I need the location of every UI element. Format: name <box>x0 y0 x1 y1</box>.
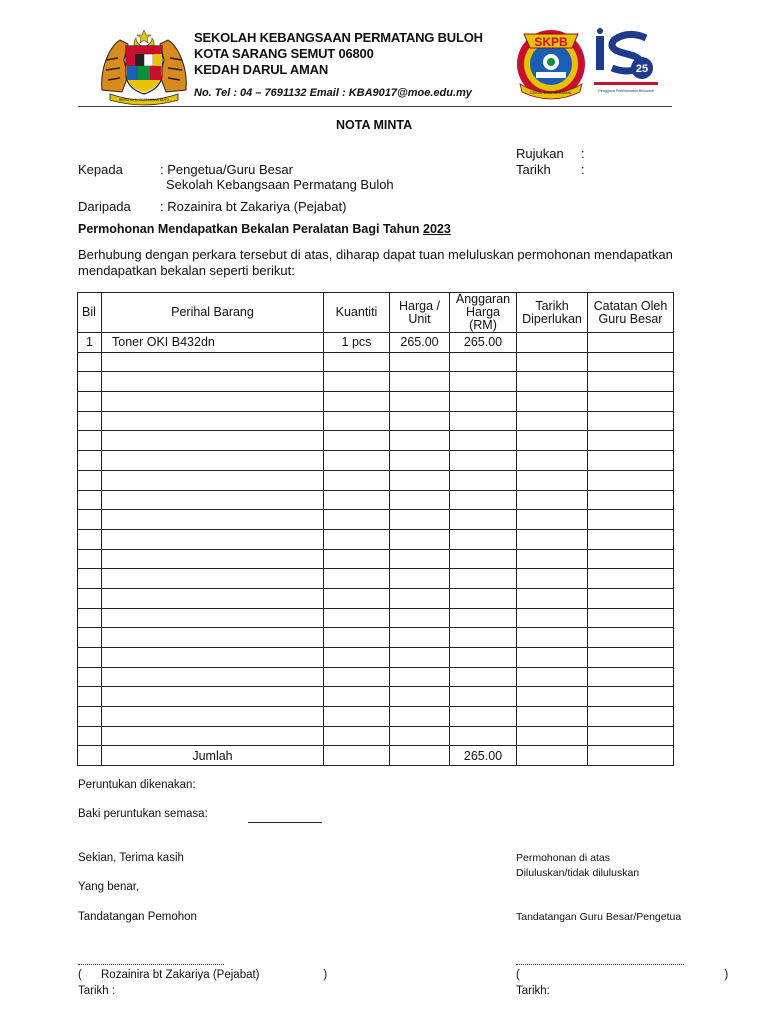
table-cell-tarikh-diperlukan <box>517 490 588 510</box>
skpb-logo-text: SKPB <box>534 35 568 49</box>
table-cell-tarikh-diperlukan <box>517 726 588 746</box>
table-cell-harga-unit <box>390 628 450 648</box>
table-cell-bil <box>78 687 102 707</box>
table-cell-perihal-barang <box>102 529 324 549</box>
tarikh-label: Tarikh <box>516 162 551 177</box>
memo-title: NOTA MINTA <box>336 118 413 132</box>
table-cell-perihal-barang <box>102 431 324 451</box>
rujukan-colon: : <box>581 146 585 161</box>
table-cell-perihal-barang <box>102 549 324 569</box>
baki-blank-line[interactable] <box>248 822 322 823</box>
table-cell-catatan-guru-besar <box>588 411 674 431</box>
table-row <box>78 490 674 510</box>
table-cell-kuantiti <box>324 431 390 451</box>
table-cell-tarikh-diperlukan <box>517 648 588 668</box>
table-row <box>78 549 674 569</box>
table-cell-anggaran-harga <box>450 372 517 392</box>
table-cell-anggaran-harga <box>450 549 517 569</box>
table-cell-catatan-guru-besar <box>588 431 674 451</box>
table-cell-kuantiti <box>324 588 390 608</box>
table-cell-tarikh-diperlukan <box>517 549 588 569</box>
coat-of-arms-ribbon-text: BERSEKUTU BERTAMBAH MUTU <box>118 98 170 102</box>
table-cell-perihal-barang <box>102 667 324 687</box>
school-contact: No. Tel : 04 – 7691132 Email : KBA9017@moe.edu.my <box>194 87 472 99</box>
table-cell-tarikh-diperlukan <box>517 510 588 530</box>
table-cell-kuantiti <box>324 529 390 549</box>
column-header-catatan-guru-besar: Catatan Oleh Guru Besar <box>588 293 674 333</box>
school-state: KEDAH DARUL AMAN <box>194 62 329 77</box>
table-row <box>78 411 674 431</box>
table-cell-kuantiti <box>324 648 390 668</box>
table-cell-bil <box>78 372 102 392</box>
table-cell-anggaran-harga <box>450 569 517 589</box>
table-row <box>78 352 674 372</box>
table-cell-anggaran-harga <box>450 648 517 668</box>
column-header-perihal-barang: Perihal Barang <box>102 293 324 333</box>
table-cell-bil <box>78 667 102 687</box>
table-row <box>78 648 674 668</box>
table-cell-perihal-barang <box>102 648 324 668</box>
column-header-tarikh-diperlukan: Tarikh Diperlukan <box>517 293 588 333</box>
table-cell-tarikh-diperlukan <box>517 588 588 608</box>
table-cell-tarikh-diperlukan <box>517 608 588 628</box>
table-cell-kuantiti <box>324 726 390 746</box>
memo-body-line-2: mendapatkan bekalan seperti berikut: <box>78 263 295 278</box>
table-cell-anggaran-harga <box>450 588 517 608</box>
closing-text: Sekian, Terima kasih <box>78 852 184 864</box>
table-cell-anggaran-harga <box>450 510 517 530</box>
items-table <box>77 292 674 766</box>
subject-text: Permohonan Mendapatkan Bekalan Peralatan Bagi Tahun <box>78 222 423 236</box>
table-cell <box>78 746 102 766</box>
table-cell-catatan-guru-besar <box>588 608 674 628</box>
table-cell-anggaran-harga <box>450 628 517 648</box>
table-cell-perihal-barang <box>102 569 324 589</box>
table-cell-anggaran-harga <box>450 687 517 707</box>
table-cell-tarikh-diperlukan <box>517 687 588 707</box>
table-cell-anggaran-harga <box>450 411 517 431</box>
table-row <box>78 431 674 451</box>
table-cell-perihal-barang <box>102 392 324 412</box>
table-cell-catatan-guru-besar <box>588 392 674 412</box>
column-header-harga-unit: Harga / Unit <box>390 293 450 333</box>
daripada-label: Daripada <box>78 199 131 214</box>
table-cell-anggaran-harga <box>450 490 517 510</box>
table-cell-harga-unit <box>390 470 450 490</box>
table-cell-tarikh-diperlukan <box>517 372 588 392</box>
table-header-row <box>78 293 674 333</box>
table-cell-harga-unit <box>390 687 450 707</box>
table-cell-anggaran-harga <box>450 352 517 372</box>
kepada-label: Kepada <box>78 162 123 177</box>
table-cell-perihal-barang <box>102 707 324 727</box>
table-cell-tarikh-diperlukan <box>517 451 588 471</box>
table-row <box>78 451 674 471</box>
table-cell <box>390 746 450 766</box>
table-cell-harga-unit: 265.00 <box>390 333 450 353</box>
table-cell-kuantiti <box>324 392 390 412</box>
table-cell-catatan-guru-besar <box>588 648 674 668</box>
table-cell <box>588 746 674 766</box>
table-cell-kuantiti <box>324 352 390 372</box>
table-cell-kuantiti <box>324 411 390 431</box>
table-cell-harga-unit <box>390 372 450 392</box>
approval-line-2: Diluluskan/tidak diluluskan <box>516 867 640 879</box>
memo-body-line-1: Berhubung dengan perkara tersebut di atas, diharap dapat tuan meluluskan permohonan mendapatkan <box>78 247 673 262</box>
table-cell-catatan-guru-besar <box>588 490 674 510</box>
table-cell-kuantiti <box>324 490 390 510</box>
table-cell-catatan-guru-besar <box>588 549 674 569</box>
table-cell-bil <box>78 707 102 727</box>
table-cell-catatan-guru-besar <box>588 470 674 490</box>
table-cell-bil <box>78 490 102 510</box>
table-cell-catatan-guru-besar <box>588 352 674 372</box>
table-cell-bil <box>78 352 102 372</box>
table-cell-kuantiti <box>324 549 390 569</box>
table-cell-tarikh-diperlukan <box>517 470 588 490</box>
table-cell-catatan-guru-besar <box>588 687 674 707</box>
table-cell-bil <box>78 628 102 648</box>
table-cell-catatan-guru-besar <box>588 333 674 353</box>
total-label: Jumlah <box>102 746 324 766</box>
table-cell-bil <box>78 392 102 412</box>
sign-applicant-label: Tandatangan Pemohon <box>78 911 197 923</box>
table-row <box>78 510 674 530</box>
table-cell-bil <box>78 411 102 431</box>
table-cell-bil <box>78 588 102 608</box>
table-cell-catatan-guru-besar <box>588 510 674 530</box>
table-cell-perihal-barang <box>102 490 324 510</box>
table-cell-harga-unit <box>390 431 450 451</box>
table-cell-perihal-barang <box>102 372 324 392</box>
iso-logo-caption: Pengguna Perkhidmatan Berkualiti <box>598 89 654 93</box>
skpb-school-logo <box>514 26 588 100</box>
table-cell-catatan-guru-besar <box>588 628 674 648</box>
table-row <box>78 470 674 490</box>
table-cell-bil <box>78 451 102 471</box>
table-cell-perihal-barang <box>102 687 324 707</box>
table-cell-perihal-barang <box>102 608 324 628</box>
table-cell <box>517 746 588 766</box>
table-cell-anggaran-harga <box>450 726 517 746</box>
table-cell-catatan-guru-besar <box>588 726 674 746</box>
table-cell-catatan-guru-besar <box>588 667 674 687</box>
coat-of-arms-logo <box>98 30 190 106</box>
table-cell-tarikh-diperlukan <box>517 628 588 648</box>
table-cell-harga-unit <box>390 510 450 530</box>
table-cell-anggaran-harga <box>450 392 517 412</box>
table-cell-anggaran-harga <box>450 470 517 490</box>
table-row <box>78 372 674 392</box>
table-cell-kuantiti <box>324 707 390 727</box>
table-cell-harga-unit <box>390 608 450 628</box>
column-header-anggaran-harga: Anggaran Harga (RM) <box>450 293 517 333</box>
table-cell-perihal-barang <box>102 411 324 431</box>
table-cell-bil <box>78 608 102 628</box>
skpb-ribbon-text: CEKAL DAN BERAMAL <box>529 90 573 95</box>
rujukan-label: Rujukan <box>516 146 564 161</box>
table-row <box>78 667 674 687</box>
table-row <box>78 333 674 353</box>
table-cell-harga-unit <box>390 707 450 727</box>
approval-line-1: Permohonan di atas <box>516 852 610 864</box>
table-row <box>78 608 674 628</box>
table-cell-perihal-barang <box>102 470 324 490</box>
head-name: ( ) <box>516 969 729 981</box>
table-cell-tarikh-diperlukan <box>517 569 588 589</box>
table-cell <box>324 746 390 766</box>
table-cell-kuantiti <box>324 372 390 392</box>
table-cell-catatan-guru-besar <box>588 451 674 471</box>
table-cell-tarikh-diperlukan <box>517 707 588 727</box>
table-cell-kuantiti <box>324 628 390 648</box>
table-cell-harga-unit <box>390 726 450 746</box>
table-cell-bil <box>78 431 102 451</box>
table-row <box>78 687 674 707</box>
iso-logo-number: 25 <box>635 63 649 75</box>
table-cell-harga-unit <box>390 411 450 431</box>
table-cell-perihal-barang <box>102 510 324 530</box>
postcode: 06800 <box>338 46 374 61</box>
table-cell-tarikh-diperlukan <box>517 352 588 372</box>
kepada-value-2: Sekolah Kebangsaan Permatang Buloh <box>166 177 394 192</box>
table-cell-catatan-guru-besar <box>588 372 674 392</box>
table-cell-kuantiti <box>324 687 390 707</box>
table-cell-perihal-barang <box>102 352 324 372</box>
table-cell-bil: 1 <box>78 333 102 353</box>
table-cell-harga-unit <box>390 569 450 589</box>
total-value: 265.00 <box>450 746 517 766</box>
kepada-value-1: : Pengetua/Guru Besar <box>160 162 293 177</box>
table-cell-tarikh-diperlukan <box>517 431 588 451</box>
table-cell-tarikh-diperlukan <box>517 333 588 353</box>
table-cell-harga-unit <box>390 667 450 687</box>
table-cell-anggaran-harga: 265.00 <box>450 333 517 353</box>
table-cell-anggaran-harga <box>450 707 517 727</box>
table-row <box>78 392 674 412</box>
table-cell-harga-unit <box>390 352 450 372</box>
school-name: SEKOLAH KEBANGSAAN PERMATANG BULOH <box>194 30 483 45</box>
table-cell-catatan-guru-besar <box>588 529 674 549</box>
table-cell-harga-unit <box>390 529 450 549</box>
table-cell-bil <box>78 569 102 589</box>
baki-label: Baki peruntukan semasa: <box>78 808 208 820</box>
header-divider <box>78 106 672 107</box>
table-row <box>78 588 674 608</box>
table-row <box>78 569 674 589</box>
tarikh-colon: : <box>581 162 585 177</box>
table-cell-anggaran-harga <box>450 431 517 451</box>
table-cell-anggaran-harga <box>450 529 517 549</box>
peruntukan-label: Peruntukan dikenakan: <box>78 779 196 791</box>
table-cell-harga-unit <box>390 588 450 608</box>
table-cell-kuantiti <box>324 510 390 530</box>
table-cell-kuantiti <box>324 667 390 687</box>
table-cell-anggaran-harga <box>450 451 517 471</box>
table-cell-catatan-guru-besar <box>588 707 674 727</box>
table-cell-bil <box>78 470 102 490</box>
table-cell-kuantiti <box>324 470 390 490</box>
table-cell-bil <box>78 726 102 746</box>
table-cell-kuantiti: 1 pcs <box>324 333 390 353</box>
head-tarikh: Tarikh: <box>516 985 550 997</box>
table-cell-tarikh-diperlukan <box>517 667 588 687</box>
table-cell-harga-unit <box>390 648 450 668</box>
table-cell-harga-unit <box>390 549 450 569</box>
table-cell-harga-unit <box>390 490 450 510</box>
table-cell-kuantiti <box>324 569 390 589</box>
daripada-value: : Rozainira bt Zakariya (Pejabat) <box>160 199 347 214</box>
table-cell-kuantiti <box>324 608 390 628</box>
table-cell-harga-unit <box>390 451 450 471</box>
head-signature-line[interactable] <box>516 964 684 965</box>
table-cell-perihal-barang <box>102 588 324 608</box>
applicant-name: ( Rozainira bt Zakariya (Pejabat) ) <box>78 969 328 981</box>
table-cell-catatan-guru-besar <box>588 569 674 589</box>
table-row <box>78 707 674 727</box>
column-header-kuantiti: Kuantiti <box>324 293 390 333</box>
table-row <box>78 529 674 549</box>
table-cell-perihal-barang <box>102 628 324 648</box>
table-cell-bil <box>78 648 102 668</box>
subject-year: 2023 <box>423 222 451 236</box>
table-cell-harga-unit <box>390 392 450 412</box>
table-cell-tarikh-diperlukan <box>517 411 588 431</box>
table-cell-catatan-guru-besar <box>588 588 674 608</box>
iso-certification-logo <box>594 28 658 96</box>
table-cell-bil <box>78 510 102 530</box>
table-cell-kuantiti <box>324 451 390 471</box>
table-cell-tarikh-diperlukan <box>517 392 588 412</box>
table-total-row <box>78 746 674 766</box>
table-cell-bil <box>78 529 102 549</box>
table-cell-anggaran-harga <box>450 667 517 687</box>
school-address <box>194 46 374 61</box>
sign-head-label: Tandatangan Guru Besar/Pengetua <box>516 911 682 923</box>
table-cell-perihal-barang: Toner OKI B432dn <box>102 333 324 353</box>
table-cell-perihal-barang <box>102 726 324 746</box>
yang-benar: Yang benar, <box>78 881 140 893</box>
applicant-tarikh: Tarikh : <box>78 985 116 997</box>
memo-subject <box>78 222 451 236</box>
table-cell-bil <box>78 549 102 569</box>
column-header-bil: Bil <box>78 293 102 333</box>
table-cell-anggaran-harga <box>450 608 517 628</box>
table-row <box>78 628 674 648</box>
table-cell-tarikh-diperlukan <box>517 529 588 549</box>
table-cell-perihal-barang <box>102 451 324 471</box>
address-line: KOTA SARANG SEMUT <box>194 46 339 61</box>
applicant-signature-line[interactable] <box>78 964 224 965</box>
table-row <box>78 726 674 746</box>
